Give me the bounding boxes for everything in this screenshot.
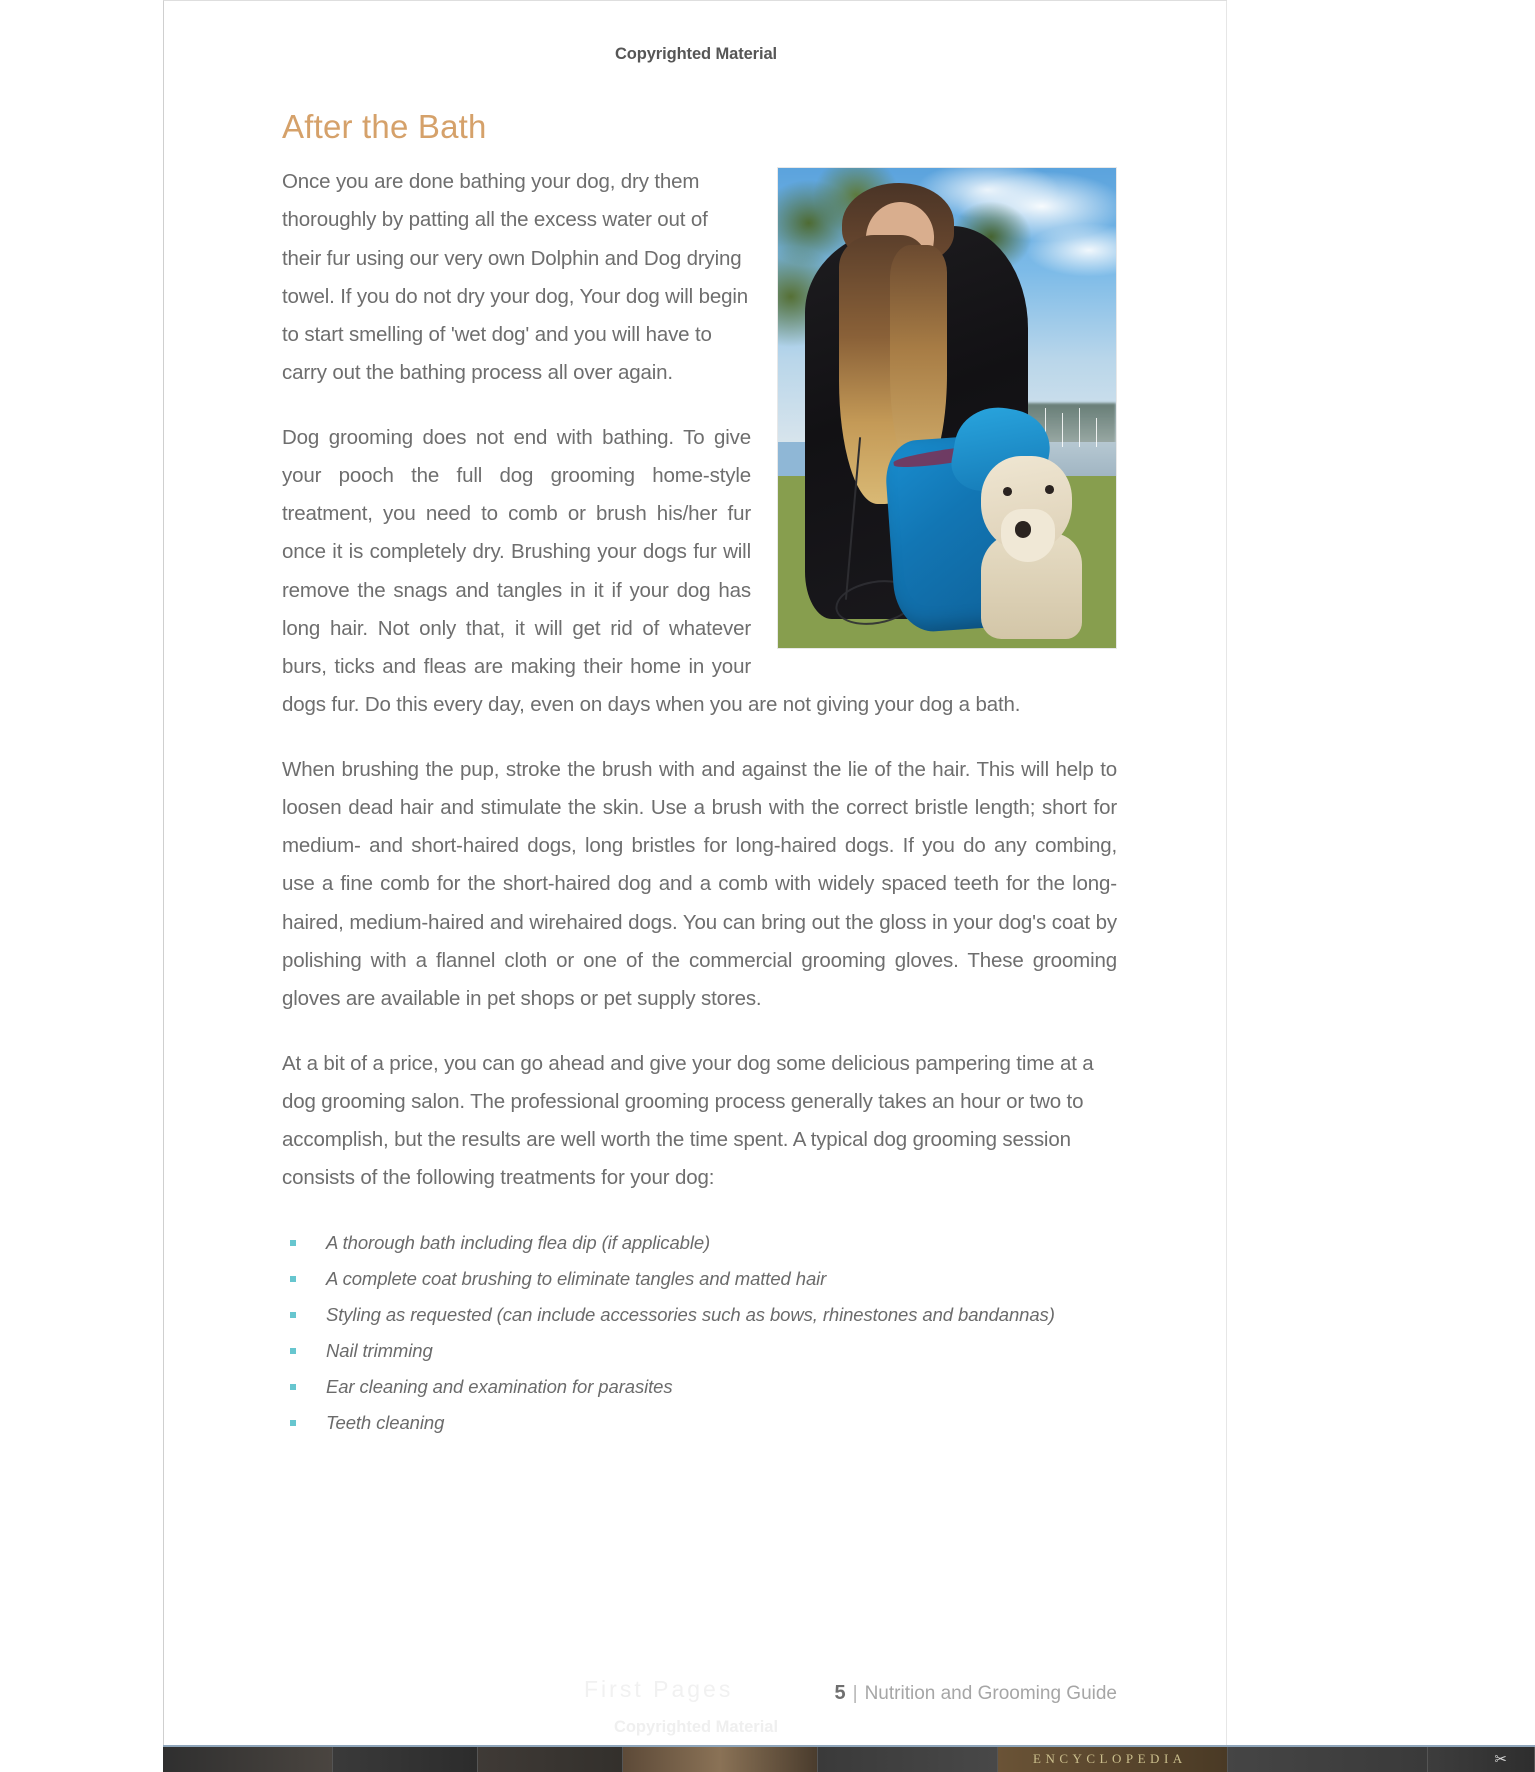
list-item: [290, 1339, 1117, 1364]
page-number: 5: [834, 1682, 846, 1704]
list-item: [290, 1303, 1117, 1328]
strip-thumbnail[interactable]: [818, 1747, 998, 1772]
bullet-square-icon: [290, 1240, 296, 1246]
list-item: [290, 1231, 1117, 1256]
list-item-label: A complete coat brushing to eliminate tangles and matted hair: [326, 1268, 827, 1290]
list-item: [290, 1375, 1117, 1400]
paragraph-brush-technique: When brushing the pup, stroke the brush with and against the lie of the hair. This will help to loosen dead hair and stimulate the skin. Use a brush with the correct bristle length; short for medium- and short-haired dogs, long bristles for long-haired dogs. If you do any combing, use a fine comb for the short-haired dog and a comb with widely spaced teeth for the long-haired, medium-haired and wirehaired dogs. You can bring out the gloss in your dog's coat by polishing with a flannel cloth or one of the commercial grooming gloves. These grooming gloves are available in pet shops or pet supply stores.: [282, 758, 1117, 1010]
treatment-list: [290, 1231, 1117, 1436]
list-item-label: A thorough bath including flea dip (if applicable): [326, 1232, 711, 1254]
watermark-first-pages: First Pages: [584, 1676, 734, 1702]
bullet-square-icon: [290, 1348, 296, 1354]
bullet-square-icon: [290, 1384, 296, 1390]
photo-sailboat-mast: [1096, 418, 1097, 447]
paragraph-grooming-brushing: Dog grooming does not end with bathing. To give your pooch the full dog grooming home-style treatment, you need to comb or brush his/her fur once it is completely dry. Brushing your dogs fur will remove the snags and tangles in it if your dog has long hair. Not only that, it will get rid of whatever burs, ticks and fleas are making their home in your dogs fur. Do this every day, even on days when you are not giving your dog a bath.: [282, 426, 1021, 716]
page-title: After the Bath: [282, 108, 487, 145]
footer-separator: |: [852, 1683, 858, 1704]
photo-dog-eye-left: [1003, 487, 1012, 496]
paragraph-grooming-salon: At a bit of a price, you can go ahead and give your dog some delicious pampering time at a dog grooming salon. The professional grooming process generally takes an hour or two to accomplish, but the results are well worth the time spent. A typical dog grooming session consists of the following treatments for your dog:: [282, 1051, 1094, 1190]
list-item-label: Styling as requested (can include accessories such as bows, rhinestones and bandannas): [326, 1304, 1055, 1326]
photo-sailboat-mast: [1062, 413, 1063, 447]
strip-thumbnail[interactable]: [163, 1747, 333, 1772]
document-page: [163, 0, 1227, 1745]
paragraph-after-bath-drying: Once you are done bathing your dog, dry them thoroughly by patting all the excess water out of their fur using our very own Dolphin and Dog drying towel. If you do not dry your dog, Your dog will begin to start smelling of 'wet dog' and you will have to carry out the bathing process all over again.: [282, 170, 748, 384]
watermark-copyrighted-material: Copyrighted Material: [613, 1718, 779, 1736]
bullet-square-icon: [290, 1312, 296, 1318]
strip-thumbnail[interactable]: [623, 1747, 818, 1772]
footer-book-title: Nutrition and Grooming Guide: [864, 1683, 1117, 1704]
page-content-column: [282, 109, 1117, 1447]
list-item: [290, 1411, 1117, 1436]
photo-dog-nose: [1015, 521, 1032, 538]
photo-sailboat-mast: [1079, 408, 1080, 446]
running-header-copyrighted-material: Copyrighted Material: [614, 45, 778, 63]
list-item: [290, 1267, 1117, 1292]
bottom-thumbnail-strip[interactable]: [163, 1745, 1535, 1772]
strip-thumbnail[interactable]: [333, 1747, 478, 1772]
strip-thumbnail[interactable]: [1228, 1747, 1428, 1772]
dog-drying-photo: [777, 167, 1117, 649]
bullet-square-icon: [290, 1420, 296, 1426]
strip-thumbnail[interactable]: [1428, 1747, 1535, 1772]
strip-encyclopedia-label: ENCYCLOPEDIA: [1033, 1751, 1187, 1766]
bullet-square-icon: [290, 1276, 296, 1282]
page-footer: [164, 1682, 1228, 1705]
photo-dog-eye-right: [1045, 485, 1054, 494]
list-item-label: Ear cleaning and examination for parasites: [326, 1376, 673, 1398]
list-item-label: Nail trimming: [326, 1340, 433, 1362]
list-item-label: Teeth cleaning: [326, 1412, 445, 1434]
strip-thumbnail[interactable]: [478, 1747, 623, 1772]
scissors-icon: ✂: [1494, 1751, 1507, 1768]
